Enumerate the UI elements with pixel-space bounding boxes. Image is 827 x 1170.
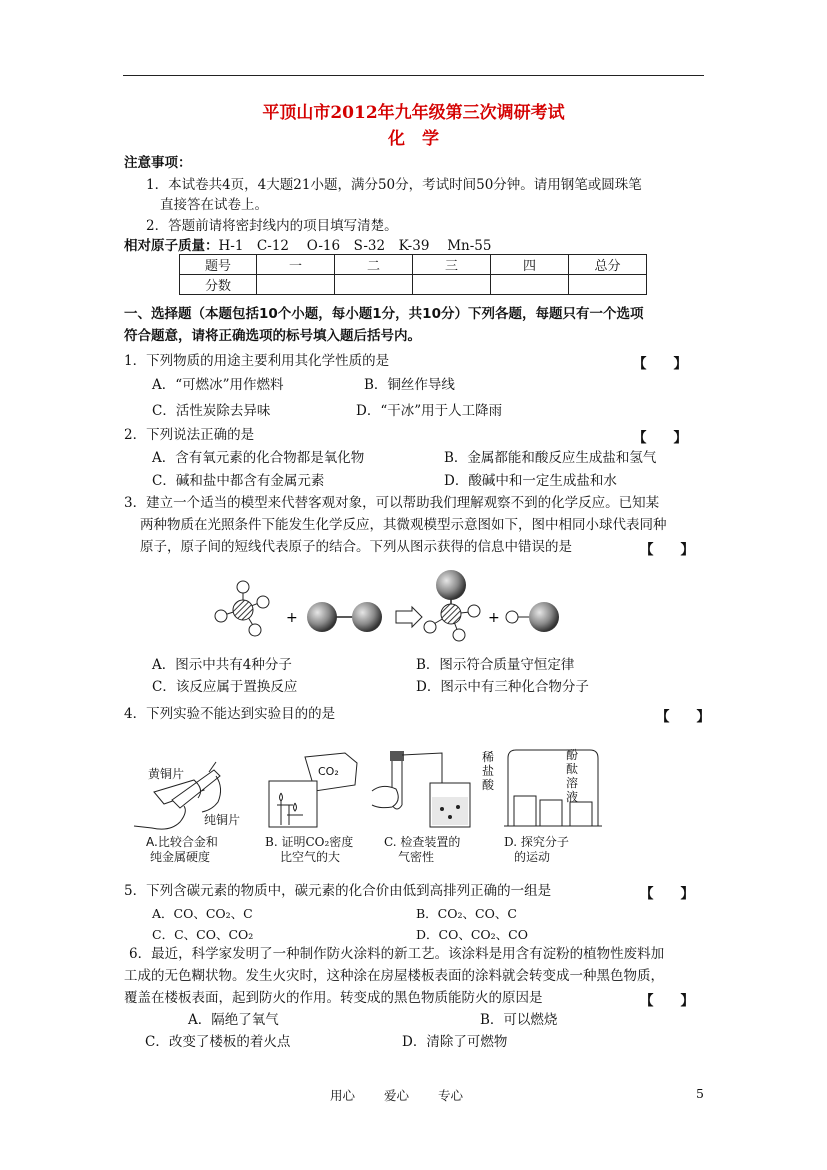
ch4-molecule xyxy=(215,581,269,636)
q6-answer-bracket[interactable]: 【 】 xyxy=(640,993,694,1009)
atomic-mass xyxy=(124,238,491,254)
section1-line1: 一、选择题（本题包括10个小题，每小题1分，共10分）下列各题，每题只有一个选项 xyxy=(124,306,644,322)
fig-b-caption-1: B. 证明CO₂密度 xyxy=(265,835,354,849)
experiment-a-figure xyxy=(124,752,264,842)
q1-option-d: D．“干冰”用于人工降雨 xyxy=(356,403,503,419)
table-cell: 总分 xyxy=(569,255,647,275)
q3-line2: 两种物质在光照条件下能发生化学反应，其微观模型示意图如下，图中相同小球代表同种 xyxy=(140,517,667,533)
notice-2: 2．答题前请将密封线内的项目填写清楚。 xyxy=(146,218,398,234)
fig-d-caption-1: D. 探究分子 xyxy=(504,835,569,849)
q1-option-a: A．“可燃冰”用作燃料 xyxy=(152,377,284,393)
q3-option-c: C．该反应属于置换反应 xyxy=(152,679,298,695)
fig-a-caption-1: A.比较合金和 xyxy=(146,835,218,849)
experiment-b-figure xyxy=(255,745,375,835)
q5-option-b: B．CO₂、CO、C xyxy=(416,906,517,921)
molecular-model-figure xyxy=(0,567,827,657)
q1-answer-bracket[interactable]: 【 】 xyxy=(633,356,687,372)
q6-line2: 工成的无色糊状物。发生火灾时，这种涂在房屋楼板表面的涂料就会转变成一种黑色物质， xyxy=(124,968,664,984)
q6-option-a: A．隔绝了氧气 xyxy=(188,1012,279,1028)
table-cell: 二 xyxy=(335,255,413,275)
q3-line3: 原子，原子间的短线代表原子的结合。下列从图示获得的信息中错误的是 xyxy=(140,539,572,555)
table-cell: 分数 xyxy=(180,275,257,295)
q1-stem: 1．下列物质的用途主要利用其化学性质的是 xyxy=(124,353,390,369)
q2-answer-bracket[interactable]: 【 】 xyxy=(633,430,687,446)
fig-d-label-phenolphthalein: 酚酞溶液 xyxy=(566,748,579,804)
atomic-mass-label: 相对原子质量： xyxy=(124,238,219,254)
q5-option-c: C．C、CO、CO₂ xyxy=(152,927,254,942)
q6-option-b: B．可以燃烧 xyxy=(480,1012,558,1028)
q1-option-b: B．铜丝作导线 xyxy=(364,377,455,393)
score-input-cell[interactable] xyxy=(491,275,569,295)
notice-1b: 直接答在试卷上。 xyxy=(160,197,268,213)
fig-b-caption-2: 比空气的大 xyxy=(280,850,341,864)
footer-motto: 用心 爱心 专心 xyxy=(330,1088,463,1103)
notice-1a: 1．本试卷共4页，4大题21小题，满分50分，考试时间50分钟。请用钢笔或圆珠笔 xyxy=(146,177,642,193)
q5-option-d: D．CO、CO₂、CO xyxy=(416,927,528,942)
q3-option-b: B．图示符合质量守恒定律 xyxy=(416,657,575,673)
q6-line3: 覆盖在楼板表面，起到防火的作用。转变成的黑色物质能防火的原因是 xyxy=(124,990,543,1006)
page-title: 平顶山市2012年九年级第三次调研考试 xyxy=(262,103,565,123)
hcl-molecule xyxy=(506,602,559,632)
q4-answer-bracket[interactable]: 【 】 xyxy=(656,709,710,725)
q6-option-d: D．清除了可燃物 xyxy=(402,1034,508,1050)
table-cell: 一 xyxy=(257,255,335,275)
q2-option-c: C．碱和盐中都含有金属元素 xyxy=(152,473,325,489)
q3-option-d: D．图示中有三种化合物分子 xyxy=(416,679,589,695)
q2-option-b: B．金属都能和酸反应生成盐和氢气 xyxy=(444,450,657,466)
fig-d-label-hcl: 稀盐酸 xyxy=(482,750,495,792)
fig-a-label-copper: 纯铜片 xyxy=(204,813,241,827)
table-row xyxy=(180,255,647,275)
score-input-cell[interactable] xyxy=(335,275,413,295)
fig-d-caption-2: 的运动 xyxy=(514,850,551,864)
score-input-cell[interactable] xyxy=(257,275,335,295)
q5-stem: 5．下列含碳元素的物质中，碳元素的化合价由低到高排列正确的一组是 xyxy=(124,883,552,899)
q3-answer-bracket[interactable]: 【 】 xyxy=(640,542,694,558)
subject-title: 化 学 xyxy=(388,129,439,149)
notice-heading: 注意事项： xyxy=(124,155,192,171)
q3-option-a: A．图示中共有4种分子 xyxy=(152,657,292,673)
fig-b-co2-label: CO₂ xyxy=(318,765,339,778)
fig-c-caption-2: 气密性 xyxy=(398,850,435,864)
q5-answer-bracket[interactable]: 【 】 xyxy=(640,886,694,902)
plus-sign: + xyxy=(286,610,298,626)
page-number: 5 xyxy=(696,1086,704,1101)
score-table xyxy=(179,254,647,295)
score-input-cell[interactable] xyxy=(569,275,647,295)
q4-stem: 4．下列实验不能达到实验目的的是 xyxy=(124,706,336,722)
fig-c-caption-1: C. 检查装置的 xyxy=(384,835,461,849)
section1-line2: 符合题意，请将正确选项的标号填入题后括号内。 xyxy=(124,328,421,344)
experiment-d-figure xyxy=(498,742,608,832)
score-input-cell[interactable] xyxy=(413,275,491,295)
fig-a-label-brass: 黄铜片 xyxy=(148,767,185,781)
fig-a-caption-2: 纯金属硬度 xyxy=(150,850,211,864)
diatomic-molecule xyxy=(307,602,382,632)
q6-line1: 6．最近，科学家发明了一种制作防火涂料的新工艺。该涂料是用含有淀粉的植物性废料加 xyxy=(129,946,665,962)
q2-option-a: A．含有氧元素的化合物都是氧化物 xyxy=(152,450,365,466)
top-rule xyxy=(123,75,704,76)
q5-option-a: A．CO、CO₂、C xyxy=(152,906,253,921)
reaction-arrow xyxy=(396,607,422,627)
atomic-mass-values: H-1 C-12 O-16 S-32 K-39 Mn-55 xyxy=(218,238,492,254)
table-cell: 三 xyxy=(413,255,491,275)
q3-line1: 3．建立一个适当的模型来代替客观对象，可以帮助我们理解观察不到的化学反应。已知某 xyxy=(124,495,660,511)
table-cell: 四 xyxy=(491,255,569,275)
q6-option-c: C．改变了楼板的着火点 xyxy=(145,1034,291,1050)
plus-sign: + xyxy=(488,610,500,626)
q2-option-d: D．酸碱中和一定生成盐和水 xyxy=(444,473,617,489)
product-molecule xyxy=(424,570,480,641)
table-row xyxy=(180,275,647,295)
q1-option-c: C．活性炭除去异味 xyxy=(152,403,271,419)
q2-stem: 2．下列说法正确的是 xyxy=(124,427,255,443)
table-cell: 题号 xyxy=(180,255,257,275)
